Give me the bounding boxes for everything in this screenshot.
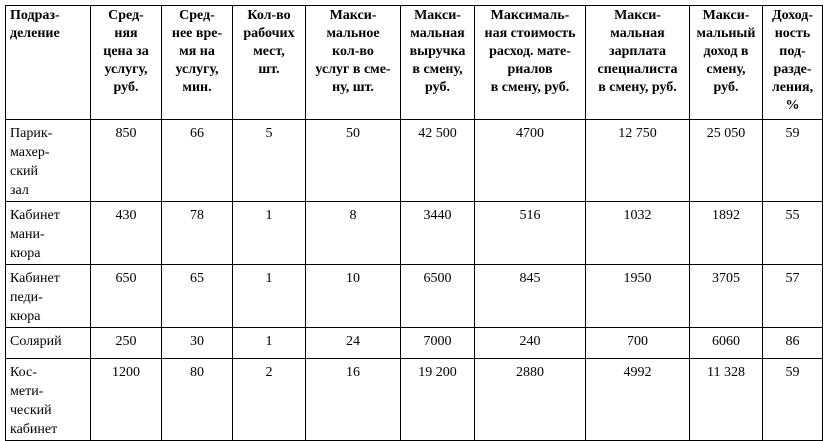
header-max-income: Макси- мальный доход в смену, руб. [690,6,763,120]
cell-workplaces: 1 [233,265,306,328]
header-max-salary: Макси- мальная зарплата специалиста в смену, руб. [586,6,690,120]
cell-profitability: 86 [763,328,823,359]
cell-avg-time: 80 [162,359,233,441]
table-row [6,359,823,441]
cell-max-materials-cost: 2880 [475,359,586,441]
cell-avg-price: 850 [91,120,162,202]
cell-max-materials-cost: 4700 [475,120,586,202]
header-profitability: Доход- ность под- разде- ления, % [763,6,823,120]
cell-workplaces: 5 [233,120,306,202]
cell-avg-price: 250 [91,328,162,359]
table-row [6,265,823,328]
cell-max-revenue: 7000 [401,328,475,359]
cell-max-services: 24 [306,328,401,359]
cell-avg-time: 78 [162,202,233,265]
cell-max-salary: 1032 [586,202,690,265]
cell-max-revenue: 3440 [401,202,475,265]
cell-avg-price: 650 [91,265,162,328]
table-row [6,202,823,265]
cell-max-income: 3705 [690,265,763,328]
cell-max-materials-cost: 240 [475,328,586,359]
cell-profitability: 59 [763,120,823,202]
cell-max-income: 11 328 [690,359,763,441]
cell-avg-price: 430 [91,202,162,265]
salon-departments-table [5,5,823,441]
cell-department: Солярий [6,328,91,359]
cell-profitability: 59 [763,359,823,441]
table-row [6,328,823,359]
cell-avg-time: 30 [162,328,233,359]
cell-department: Парик- махер- ский зал [6,120,91,202]
cell-max-services: 8 [306,202,401,265]
table-header [6,6,823,120]
cell-workplaces: 1 [233,202,306,265]
cell-max-salary: 1950 [586,265,690,328]
cell-max-services: 16 [306,359,401,441]
table-body [6,120,823,441]
cell-profitability: 55 [763,202,823,265]
table-row [6,120,823,202]
cell-department: Кос- мети- ческий кабинет [6,359,91,441]
header-avg-time: Сред- нее вре- мя на услугу, мин. [162,6,233,120]
header-max-materials-cost: Максималь- ная стоимость расход. мате- риалов в смену, руб. [475,6,586,120]
cell-max-materials-cost: 516 [475,202,586,265]
cell-max-salary: 12 750 [586,120,690,202]
header-max-services: Макси- мальное кол-во услуг в сме- ну, шт. [306,6,401,120]
cell-max-services: 50 [306,120,401,202]
cell-max-revenue: 42 500 [401,120,475,202]
cell-workplaces: 1 [233,328,306,359]
cell-max-salary: 4992 [586,359,690,441]
cell-max-income: 25 050 [690,120,763,202]
cell-max-income: 1892 [690,202,763,265]
cell-profitability: 57 [763,265,823,328]
header-avg-price: Сред- няя цена за услугу, руб. [91,6,162,120]
header-workplaces: Кол-во рабочих мест, шт. [233,6,306,120]
header-max-revenue: Макси- мальная выручка в смену, руб. [401,6,475,120]
cell-workplaces: 2 [233,359,306,441]
cell-max-revenue: 6500 [401,265,475,328]
cell-max-revenue: 19 200 [401,359,475,441]
header-row [6,6,823,120]
document-page [5,5,822,437]
cell-max-salary: 700 [586,328,690,359]
cell-max-services: 10 [306,265,401,328]
cell-department: Кабинет педи- кюра [6,265,91,328]
cell-max-materials-cost: 845 [475,265,586,328]
header-department: Подраз- деление [6,6,91,120]
cell-avg-price: 1200 [91,359,162,441]
cell-department: Кабинет мани- кюра [6,202,91,265]
cell-max-income: 6060 [690,328,763,359]
cell-avg-time: 66 [162,120,233,202]
cell-avg-time: 65 [162,265,233,328]
